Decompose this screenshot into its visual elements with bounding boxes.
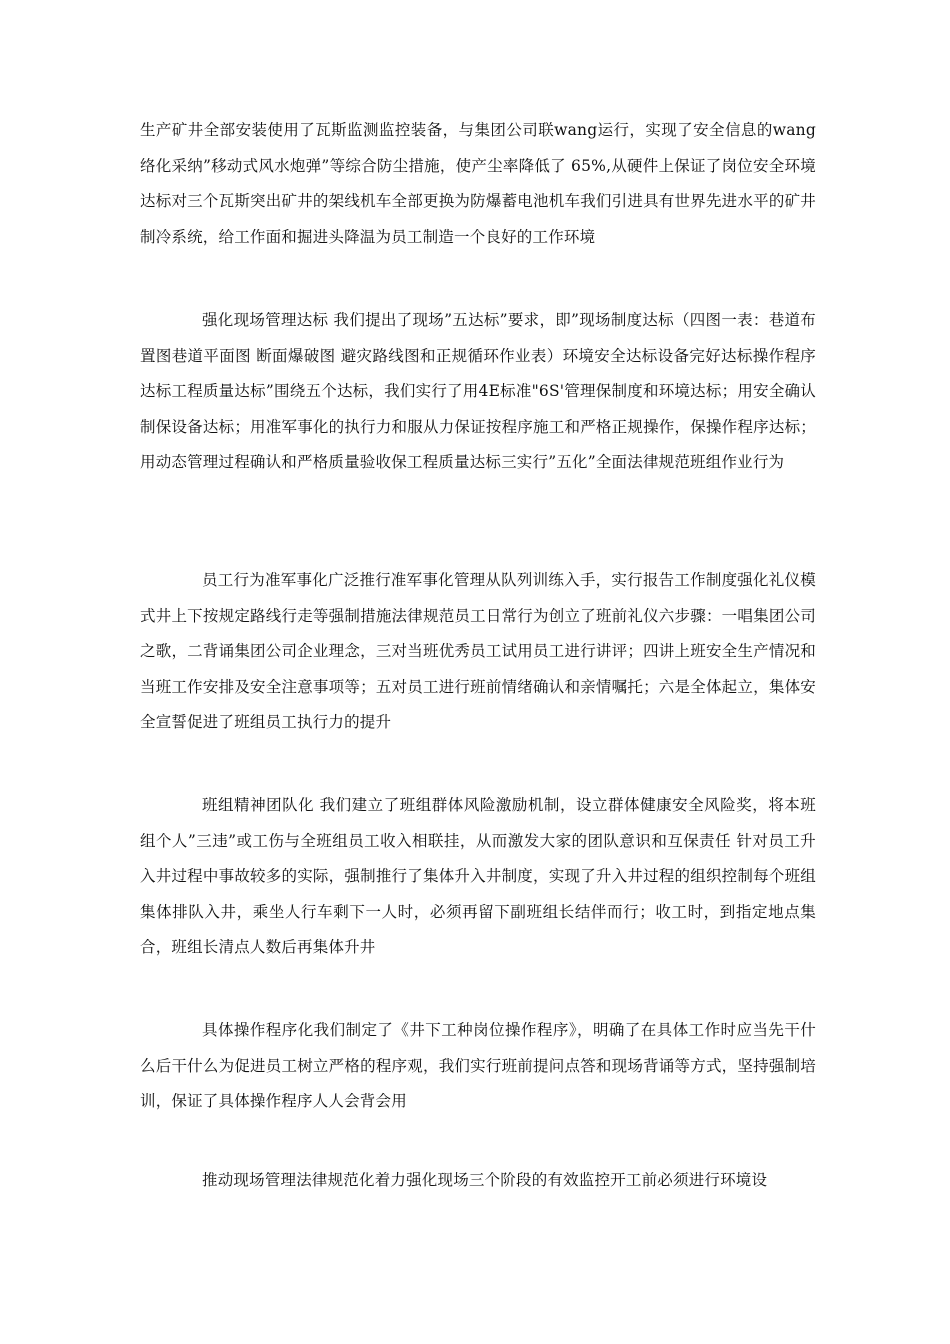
paragraph-4: 班组精神团队化 我们建立了班组群体风险激励机制，设立群体健康安全风险奖，将本班组个人”三违”或工伤与全班组员工收入相联挂，从而激发大家的团队意识和互保责任 针对员工升入井过程中事故较多的实际，强制推行了集体升入井制度，实现了升入井过程的组织控制每个班组集体排队入井，乘坐人行车剩下一人时，必须再留下副班组长结伴而行；收工时，到指定地点集合，班组长清点人数后再集体升井 — [140, 796, 816, 956]
paragraph-6: 推动现场管理法律规范化着力强化现场三个阶段的有效监控开工前必须进行环境设 — [202, 1171, 768, 1189]
paragraph-1: 生产矿井全部安装使用了瓦斯监测监控装备，与集团公司联wang运行，实现了安全信息的wang络化采纳”移动式风水炮弹”等综合防尘措施，使产尘率降低了 65%,从硬件上保证了岗位安全环境达标对三个瓦斯突出矿井的架线机车全部更换为防爆蓄电池机车我们引进具有世界先进水平的矿井制冷系统，给工作面和掘进头降温为员工制造一个良好的工作环境 — [140, 121, 816, 246]
paragraph-3: 员工行为准军事化广泛推行准军事化管理从队列训练入手，实行报告工作制度强化礼仪模式井上下按规定路线行走等强制措施法律规范员工日常行为创立了班前礼仪六步骤：一唱集团公司之歌，二背诵集团公司企业理念，三对当班优秀员工试用员工进行讲评；四讲上班安全生产情况和当班工作安排及安全注意事项等；五对员工进行班前情绪确认和亲情嘱托；六是全体起立，集体安全宣誓促进了班组员工执行力的提升 — [140, 571, 816, 731]
paragraph-5: 具体操作程序化我们制定了《井下工种岗位操作程序》，明确了在具体工作时应当先干什么后干什么为促进员工树立严格的程序观，我们实行班前提问点答和现场背诵等方式，坚持强制培训，保证了具体操作程序人人会背会用 — [140, 1021, 816, 1110]
paragraph-2: 强化现场管理达标 我们提出了现场”五达标”要求，即”现场制度达标（四图一表：巷道布置图巷道平面图 断面爆破图 避灾路线图和正规循环作业表）环境安全达标设备完好达标操作程序达标工程质量达标”围绕五个达标，我们实行了用4E标准"6S'管理保制度和环境达标；用安全确认制保设备达标；用准军事化的执行力和服从力保证按程序施工和严格正规操作，保操作程序达标；用动态管理过程确认和严格质量验收保工程质量达标三实行”五化”全面法律规范班组作业行为 — [140, 311, 816, 471]
